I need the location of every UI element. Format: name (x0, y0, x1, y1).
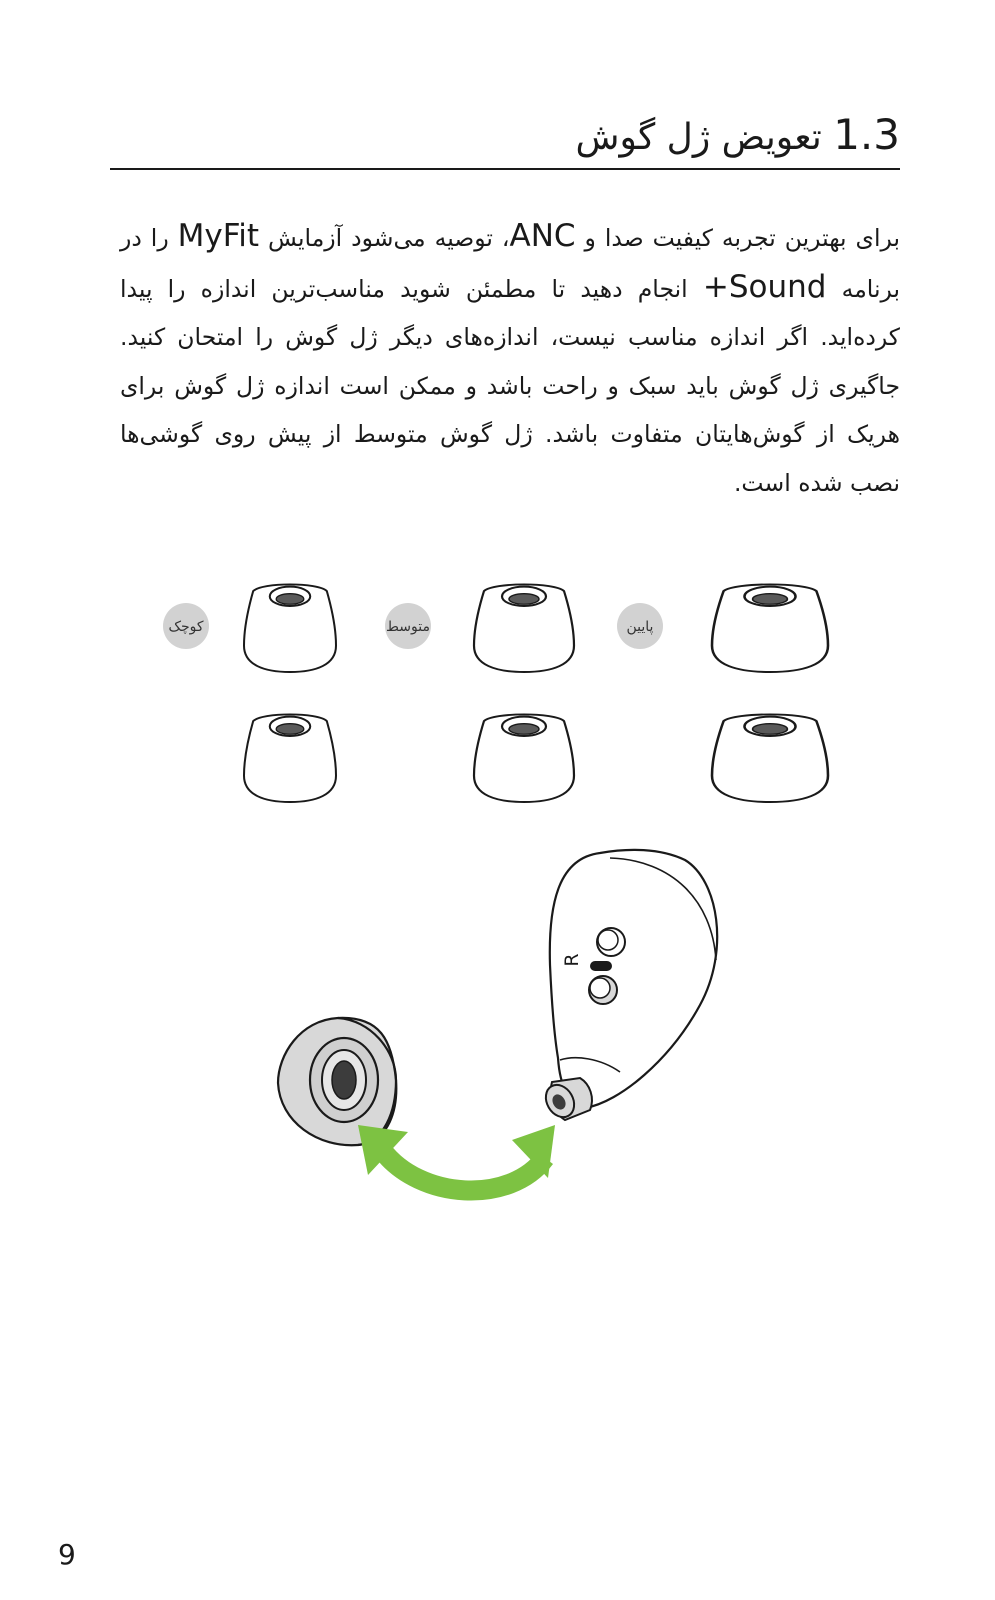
myfit-term: MyFit (177, 218, 260, 254)
sound-plus-term: Sound+ (702, 268, 827, 305)
earbud-microphone (590, 961, 612, 971)
ear-gel-illustration (0, 560, 995, 1220)
section-number: 1.3 (833, 110, 900, 159)
instruction-paragraph (120, 212, 900, 507)
paragraph-text: ، توصیه می‌شود آزمایش (259, 224, 510, 252)
page-number: 9 (58, 1538, 76, 1571)
size-label-medium: متوسط (386, 619, 430, 635)
paragraph-text: را در برنامه (120, 224, 900, 303)
ear-gel-small-top (244, 584, 336, 672)
section-title: تعویض ژل گوش (575, 117, 822, 158)
size-badge-medium (385, 603, 431, 649)
paragraph-text: انجام دهید تا مطمئن شوید مناسب‌ترین اندازه را پیدا کرده‌اید. اگر اندازه مناسب نیست، اندازه‌های دیگر ژل گوش را امتحان کنید. جاگیری ژل گوش باید سبک و راحت باشد و ممکن است اندازه ژل گوش برای هریک از گوش‌هایتان متفاوت باشد. ژل گوش متوسط از پیش روی گوشی‌ها نصب شده است. (120, 274, 900, 497)
section-heading (110, 112, 900, 170)
ear-gel-medium-bottom (474, 714, 574, 802)
right-earbud (540, 850, 717, 1122)
size-badge-large (617, 603, 663, 649)
ear-gel-medium-top (474, 584, 574, 672)
removed-ear-gel (278, 1018, 396, 1145)
size-badge-small (163, 603, 209, 649)
size-label-large: پایین (626, 619, 654, 635)
anc-term: ANC (509, 218, 576, 254)
size-label-small: کوچک (168, 619, 204, 635)
ear-gel-large-top (712, 584, 828, 672)
paragraph-text: برای بهترین تجربه کیفیت صدا و (575, 224, 900, 252)
ear-gel-large-bottom (712, 714, 828, 802)
ear-gel-small-bottom (244, 714, 336, 802)
swap-arrow (358, 1125, 555, 1191)
right-side-label: R (561, 953, 583, 967)
